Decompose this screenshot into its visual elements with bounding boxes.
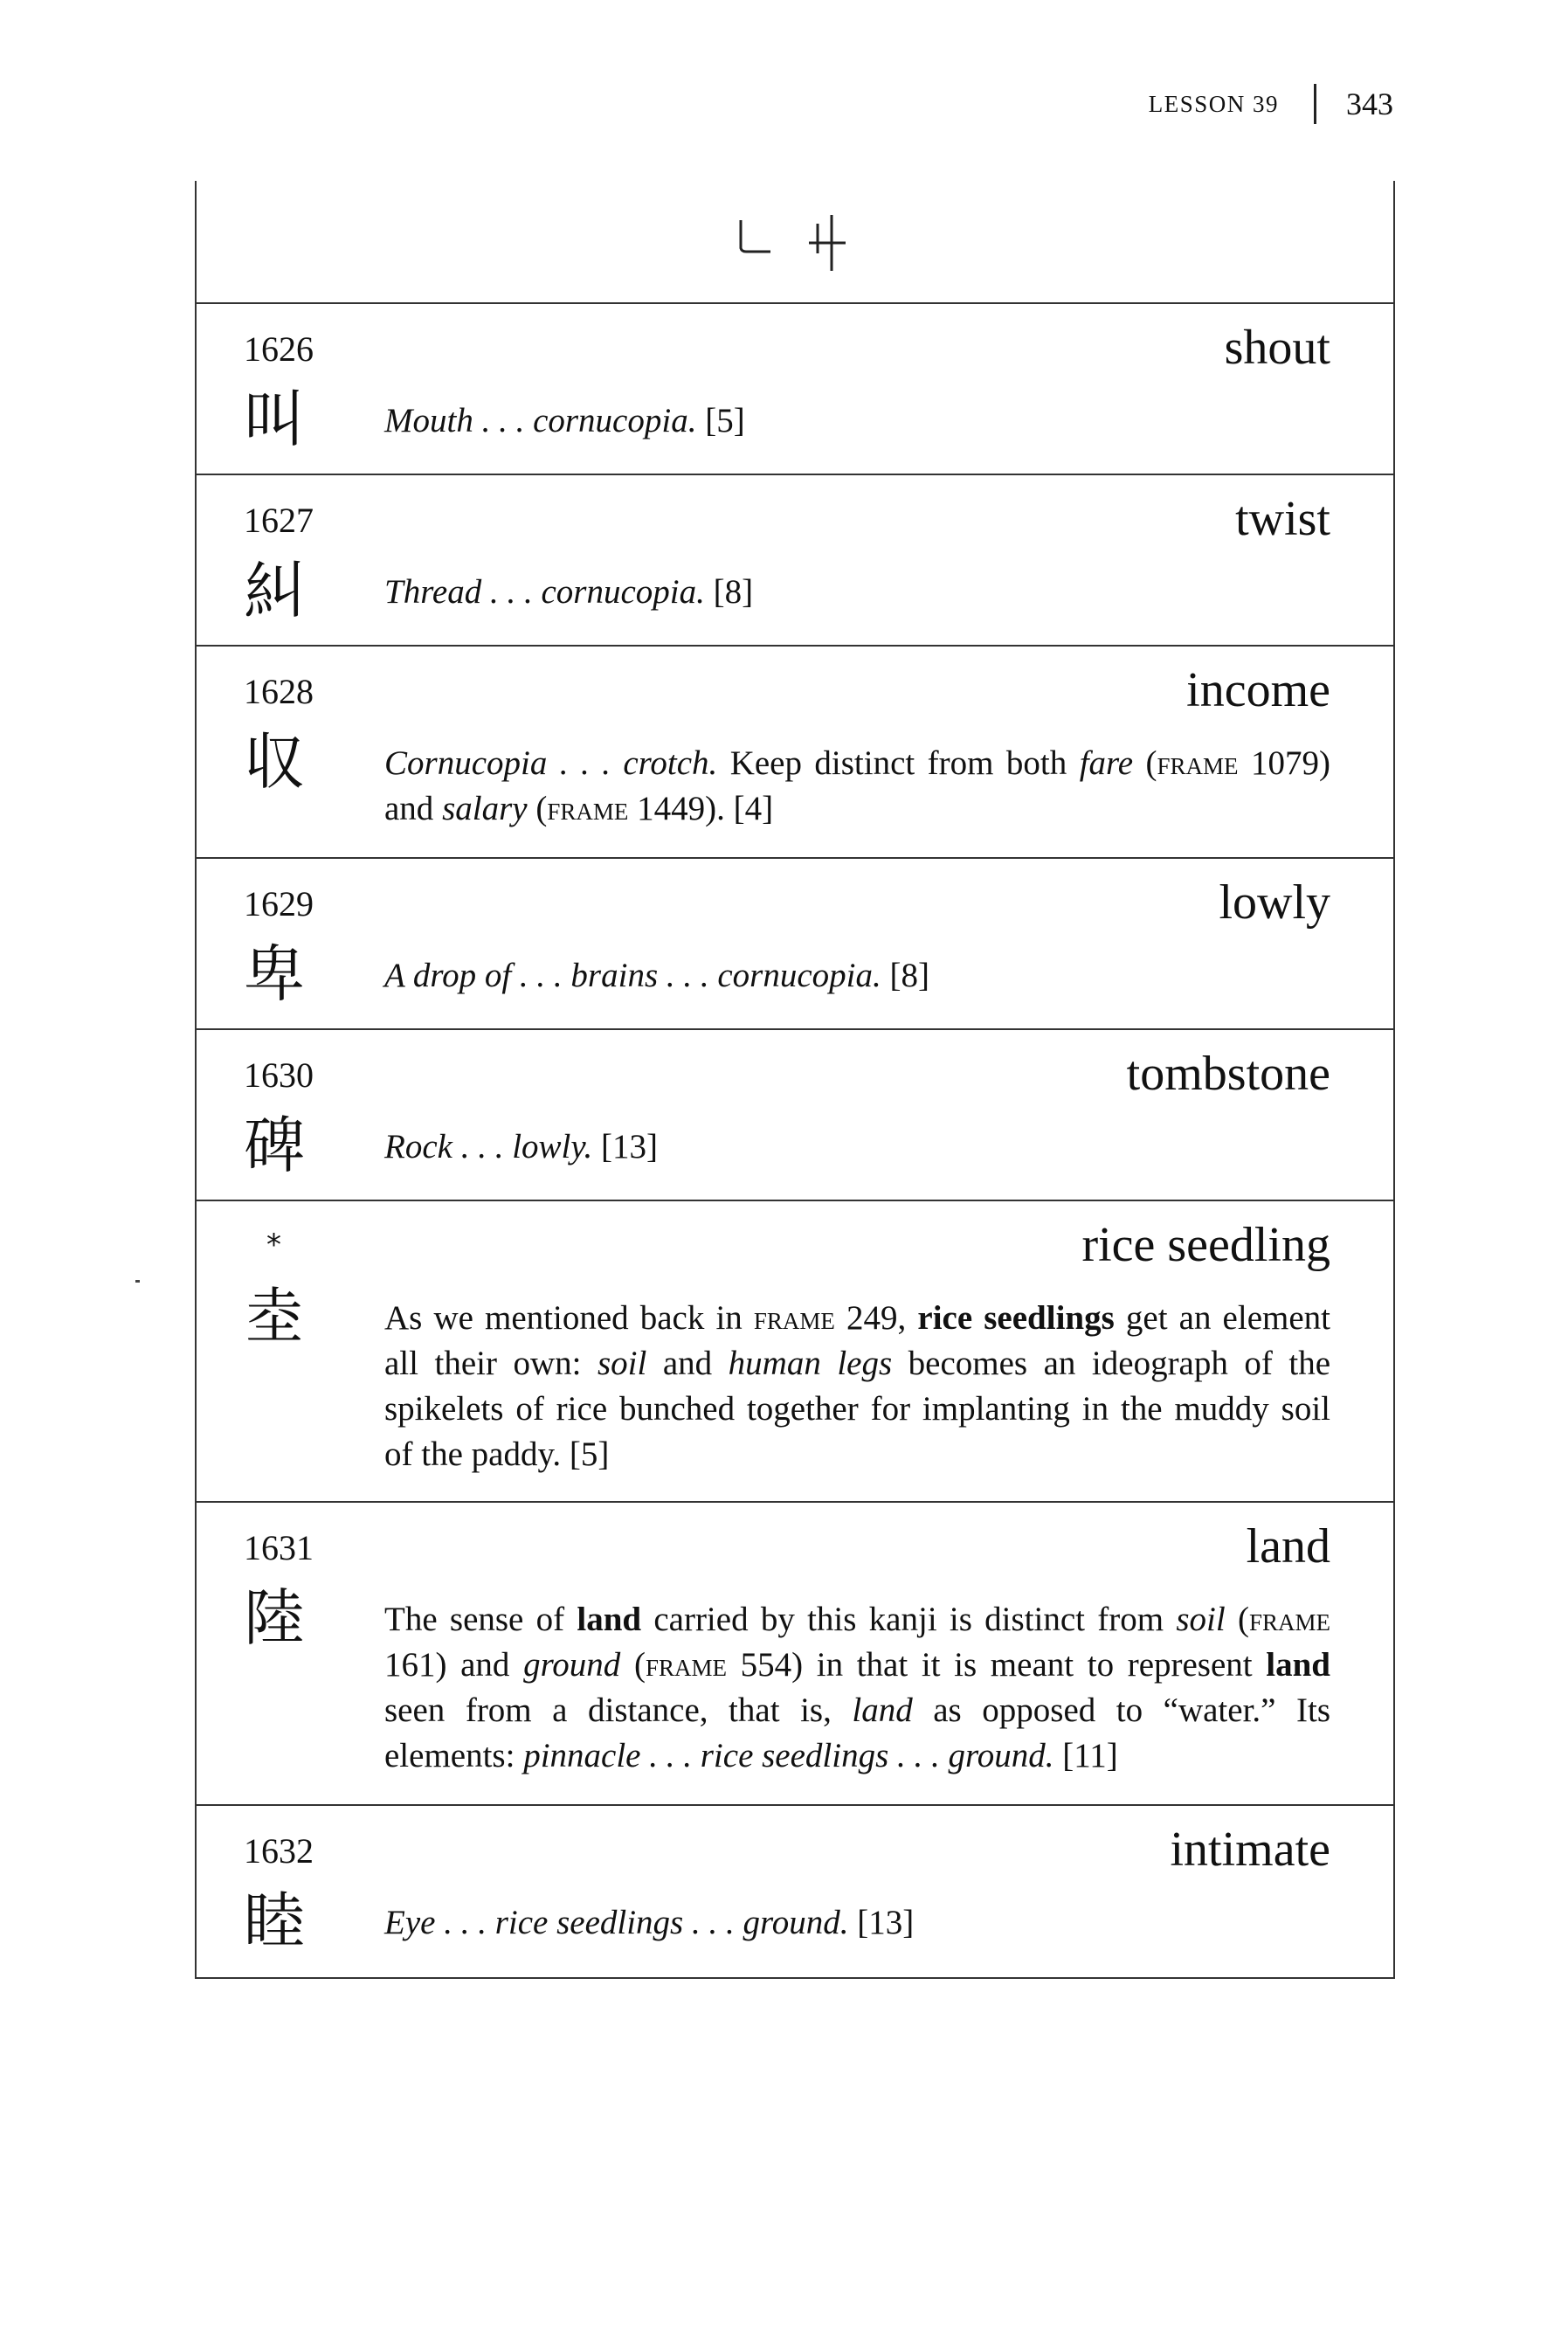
keyword: tombstone [1126,1047,1330,1101]
keyword: shout [1224,321,1330,375]
entry-rice-seedling [197,1201,1393,1503]
entry-1626 [197,304,1393,475]
frame-number: 1631 [244,1528,314,1567]
description: A drop of . . . brains . . . cornucopia. [8] [384,957,929,994]
keyword: twist [1235,492,1330,546]
entry-1627 [197,475,1393,647]
frame-number: 1626 [244,329,314,369]
description: Rock . . . lowly. [13] [384,1128,659,1166]
stray-mark [135,1280,140,1283]
description: Mouth . . . cornucopia. [5] [384,402,745,439]
keyword: land [1246,1519,1330,1574]
entry-1632 [197,1806,1393,1977]
kanji-glyph: 睦 [244,1885,305,1957]
entry-1628 [197,647,1393,859]
table-title [197,181,1393,304]
running-header [1149,84,1393,124]
frame-number: 1629 [244,884,314,923]
entry-1631 [197,1503,1393,1806]
kanji-table [195,181,1395,1979]
kanji-glyph: 坴 [244,1281,305,1352]
kanji-glyph: 碑 [244,1110,305,1181]
description: Eye . . . rice seedlings . . . ground. [13] [384,1904,915,1941]
keyword: income [1186,663,1330,717]
description: As we mentioned back in frame 249, rice seedlings get an element all their own: soil and human legs becomes an ideograph of the spikelets of rice bunched together for implanting in the muddy soil of the paddy. [5] [384,1299,1330,1473]
frame-number: 1627 [244,501,314,540]
kanji-glyph: 卑 [244,938,305,1010]
frame-number: 1630 [244,1055,314,1095]
keyword: rice seedling [1081,1218,1330,1272]
header-divider [1314,84,1316,124]
kanji-glyph: 叫 [244,384,305,455]
entry-1630 [197,1030,1393,1201]
description: Cornucopia . . . crotch. Keep distinct from both fare (frame 1079) and salary (frame 1449). [4] [384,744,1330,827]
keyword: lowly [1219,875,1330,930]
description: The sense of land carried by this kanji is distinct from soil (frame 161) and ground (frame 554) in that it is meant to represent land seen from a distance, that is, land as opposed to “water.” Its elements: pinnacle . . . rice seedlings . . . ground. [11] [384,1601,1330,1774]
frame-number: 1628 [244,672,314,711]
entry-1629 [197,859,1393,1030]
frame-number: 1632 [244,1831,314,1871]
primitive-glyphs-image [734,211,856,273]
description: Thread . . . cornucopia. [8] [384,573,754,611]
keyword: intimate [1170,1823,1330,1877]
lesson-label: LESSON 39 [1148,90,1279,117]
kanji-glyph: 糾 [244,555,305,626]
kanji-glyph: 陸 [244,1582,305,1654]
primitive-star-marker: * [266,1228,281,1262]
kanji-glyph: 収 [244,726,305,798]
page-number: 343 [1346,86,1393,121]
